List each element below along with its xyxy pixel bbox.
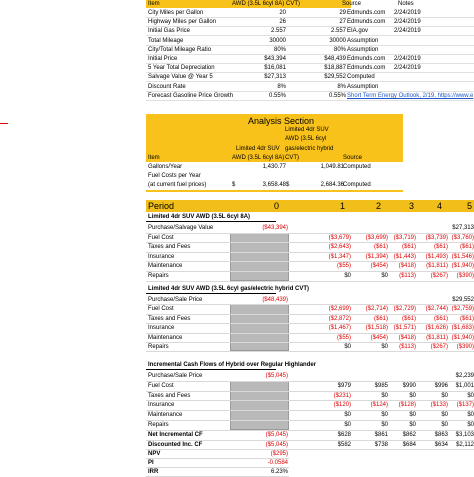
hybrid-row-cell-period-5: ($61): [459, 315, 474, 322]
top-row-source: Edmunds.com: [347, 10, 386, 16]
incr-summary-value: ($295): [270, 451, 288, 458]
hybrid-row-cell-period-4: ($1,626): [425, 325, 448, 332]
hybrid-row-cell-period-2: ($2,714): [365, 306, 388, 313]
incr-title-line: [146, 369, 276, 370]
top-row-value-b: 27: [339, 19, 346, 26]
hybrid-row: [146, 342, 474, 352]
top-row-note: 2/24/2019: [394, 10, 421, 16]
top-row-label: Salvage Value @ Year 5: [148, 74, 213, 81]
analysis-col-b-line-3: gas/electric hybrid: [285, 146, 334, 152]
period-col: 2: [376, 201, 382, 211]
hybrid-row-label: Taxes and Fees: [148, 315, 191, 322]
suv-row-cell-period-3: ($61): [401, 244, 416, 251]
incr-row-cell-period-3: ($128): [398, 402, 416, 409]
top-row-note: 2/24/2019: [394, 19, 421, 26]
hybrid-row-cell-period-3: ($113): [399, 344, 416, 350]
suv-row-cell-period-3: ($113): [399, 273, 416, 279]
top-header-col-b: CVT): [286, 1, 300, 7]
incr-row-cell-period-3: $862: [402, 431, 416, 438]
incr-row-label: Fuel Cost: [148, 382, 174, 389]
top-row-label: City/Total Mileage Ratio: [148, 46, 212, 53]
incr-row-cell-period-4: $0: [441, 392, 448, 399]
top-row-label: Discount Rate: [148, 83, 186, 90]
analysis-row: [146, 171, 403, 180]
red-marker: [0, 123, 8, 124]
incr-row-label: Discounted Inc. CF: [148, 441, 203, 448]
top-row-label: 5 Year Total Depreciation: [148, 65, 215, 72]
top-row-source: Assumption: [347, 37, 379, 44]
hybrid-row-cell-period-5: ($1,683): [451, 325, 474, 332]
incr-row-cell-period-5: ($137): [456, 402, 474, 409]
incr-title: Incremental Cash Flows of Hybrid over Regular Highlander: [148, 362, 317, 368]
hybrid-row-cell-period-2: $0: [381, 344, 388, 350]
suv-row-cell-period-5: ($390): [456, 273, 474, 279]
incr-row-label: Repairs: [148, 422, 169, 428]
suv-row-cell-period-1: ($2,643): [328, 244, 351, 251]
suv-row-cell-period-2: ($1,394): [365, 253, 388, 260]
top-row-label: Highway Miles per Gallon: [148, 19, 217, 26]
hybrid-row-cell-period-5: ($2,759): [451, 306, 474, 313]
top-row-source: EIA.gov: [347, 28, 369, 35]
hybrid-row-cell-period-1: $0: [344, 344, 351, 350]
top-row-label: Total Mileage: [148, 37, 184, 44]
analysis-row-b: 2,684.36: [320, 182, 344, 188]
top-row-value-a: $43,394: [264, 56, 286, 62]
hybrid-row-cell-period-4: ($2,744): [425, 306, 448, 313]
top-row-value-a: 30000: [269, 37, 286, 44]
incr-row-cell-period-4: $634: [434, 441, 448, 448]
analysis-item-label: Item: [148, 155, 160, 161]
analysis-col-b-line-1: Limited 4dr SUV: [285, 127, 329, 133]
suv-row-cell-period-1: ($3,679): [328, 234, 351, 241]
top-row-value-a: $27,313: [264, 74, 286, 81]
suv-row-label: Maintenance: [148, 263, 183, 270]
period-col: 4: [437, 201, 443, 211]
incr-row-cell-period-3: $684: [402, 441, 416, 448]
top-row-note: 2/24/2019: [394, 28, 421, 35]
top-row-value-a: 20: [279, 10, 286, 16]
suv-row-cell-period-3: ($1,443): [393, 253, 416, 260]
top-row-value-a: 2.557: [270, 28, 286, 35]
suv-row-label: Purchase/Salvage Value: [148, 225, 214, 231]
analysis-row-label: Gallons/Year: [148, 164, 183, 170]
suv-row-cell-period-1: ($55): [336, 263, 351, 270]
suv-row-cell-period-2: ($3,699): [365, 234, 388, 241]
hybrid-row-cell-period-3: ($418): [398, 334, 416, 341]
analysis-row-label: (at current fuel prices): [148, 182, 207, 188]
suv-row-cell-period-4: ($1,811): [426, 263, 448, 270]
top-row-value-a: 0.55%: [268, 92, 286, 99]
top-row-value-b: $18,887: [324, 65, 346, 72]
hybrid-row-cell-period-3: ($61): [401, 315, 416, 322]
hybrid-row-cell-period-2: ($1,518): [365, 325, 388, 332]
hybrid-row-cell-period-5: $29,552: [452, 297, 474, 303]
hybrid-row-cell-period-1: ($2,872): [328, 315, 351, 322]
top-row-note: 2/24/2019: [394, 56, 421, 62]
analysis-row-b: 1,049.81: [320, 164, 344, 170]
incr-row-cell-period-3: $990: [402, 382, 416, 389]
top-row-label: City Miles per Gallon: [148, 10, 204, 16]
top-row-label: Initial Price: [148, 56, 178, 62]
suv-row-cell-period-5: ($1,940): [451, 263, 474, 270]
analysis-row-currency-a: $: [232, 182, 236, 188]
top-row-source: Assumption: [347, 46, 379, 53]
top-row-source[interactable]: Short Term Energy Outlook, 2/19, https://www.e: [347, 92, 474, 99]
top-row-value-b: 30000: [329, 37, 346, 44]
analysis-row-source: Computed: [343, 182, 371, 188]
top-row-label: Initial Gas Price: [148, 28, 191, 35]
incr-row-cell-period-2: $0: [381, 392, 388, 399]
incr-row-cell-period-5: $3,103: [455, 431, 474, 438]
hybrid-row-label: Fuel Cost: [148, 306, 174, 313]
top-row-label: Forecast Gasoline Price Growth: [148, 92, 234, 99]
period-col: 5: [467, 201, 473, 211]
top-row-value-b: 2.557: [330, 28, 346, 35]
hybrid-row-cell-period-4: ($61): [433, 315, 448, 322]
incr-row-cell-period-5: $2,239: [455, 373, 474, 379]
incr-row-cell-period-1: $979: [337, 382, 351, 389]
incr-row-cell-period-5: $1,001: [455, 382, 474, 389]
top-row-source: Assumption: [347, 83, 379, 90]
hybrid-row-cell-period-1: ($55): [336, 334, 351, 341]
period-bar: [146, 200, 474, 212]
period-col: 0: [274, 201, 280, 211]
top-header-source: Source: [342, 1, 362, 7]
top-row-value-a: 80%: [273, 46, 286, 53]
analysis-col-b-line-4: CVT): [285, 155, 299, 161]
top-header-notes: Notes: [398, 1, 414, 7]
top-row-value-a: 8%: [277, 83, 286, 90]
incr-row-cell-period-0: ($5,045): [265, 373, 288, 379]
analysis-row-source: Computed: [343, 164, 371, 170]
incr-row-cell-period-5: $0: [467, 422, 474, 428]
top-row-value-b: 80%: [333, 46, 346, 53]
analysis-source-label: Source: [343, 155, 363, 161]
incr-summary-value: 6.23%: [270, 469, 288, 476]
incr-row-cell-period-1: ($120): [333, 402, 351, 409]
incr-row-cell-period-3: $0: [409, 412, 416, 419]
incr-row-cell-period-4: $863: [434, 431, 448, 438]
hybrid-title: Limited 4dr SUV AWD (3.5L 6cyl gas/electric hybrid CVT): [148, 286, 310, 292]
suv-title-line: [146, 221, 276, 222]
hybrid-row-label: Purchase/Sale Price: [148, 297, 203, 303]
analysis-row-a: 1,430.77: [262, 164, 286, 170]
incr-row-cell-period-1: $0: [344, 422, 351, 428]
incr-row-cell-period-2: $861: [374, 431, 388, 438]
suv-row-label: Insurance: [148, 253, 175, 260]
top-row-value-a: $16,081: [264, 65, 286, 72]
incr-row-cell-period-4: $0: [441, 422, 448, 428]
analysis-row-a: 3,658.48: [262, 182, 286, 188]
hybrid-row-label: Repairs: [148, 344, 169, 350]
incr-row-cell-period-4: ($133): [430, 402, 448, 409]
hybrid-row-cell-period-4: ($267): [430, 344, 448, 350]
incr-row-label: Taxes and Fees: [148, 392, 191, 399]
suv-row-cell-period-3: ($3,719): [393, 234, 416, 241]
incr-row-cell-period-1: $628: [337, 431, 351, 438]
suv-row-cell-period-4: ($3,739): [425, 234, 448, 241]
incr-row-cell-period-4: $0: [441, 412, 448, 419]
suv-row-cell-period-2: ($61): [373, 244, 388, 251]
top-row-value-b: $48,439: [324, 56, 346, 62]
suv-row-cell-period-5: $27,313: [452, 225, 474, 231]
incr-row-label: Insurance: [148, 402, 175, 409]
incr-row-cell-period-5: $2,112: [456, 441, 474, 448]
period-col: 3: [409, 201, 415, 211]
suv-row-cell-period-2: ($454): [370, 263, 388, 270]
suv-title: Limited 4dr SUV AWD (3.5L 6cyl 8A): [148, 214, 251, 220]
incr-summary-label: PI: [148, 460, 154, 467]
top-row-value-b: 0.55%: [328, 92, 346, 99]
analysis-row: [146, 180, 403, 190]
analysis-col-b-line-2: AWD (3.5L 6cyl: [285, 136, 327, 142]
analysis-col-a-line-1: Limited 4dr SUV: [236, 146, 280, 152]
period-label: Period: [148, 201, 175, 211]
hybrid-row-cell-period-3: ($2,729): [393, 306, 416, 313]
top-header-row: [146, 0, 474, 8]
incr-row-cell-period-1: $582: [337, 441, 351, 448]
incr-row-label: Purchase/Sale Price: [148, 373, 203, 379]
suv-row-cell-period-0: ($43,394): [262, 225, 288, 231]
analysis-row-label: Fuel Costs per Year: [148, 173, 201, 179]
analysis-title: Analysis Section: [248, 116, 315, 126]
incr-row-cell-period-3: $0: [409, 422, 416, 428]
incr-row-cell-period-1: ($231): [333, 392, 351, 399]
hybrid-row-cell-period-1: ($1,467): [328, 325, 351, 332]
top-header-col-a: AWD (3.5L 6cyl 8A): [232, 1, 285, 7]
suv-row-label: Repairs: [148, 273, 169, 279]
suv-row-cell-period-1: ($1,347): [328, 253, 351, 260]
top-row-value-b: 29: [339, 10, 346, 16]
suv-row-label: Fuel Cost: [148, 234, 174, 241]
hybrid-row-cell-period-4: ($1,811): [426, 334, 448, 341]
top-row-note: 2/24/2019: [394, 65, 421, 72]
suv-row: [146, 271, 474, 282]
suv-row-cell-period-4: ($267): [430, 273, 448, 279]
suv-row-cell-period-1: $0: [344, 273, 351, 279]
incr-row-cell-period-5: $0: [467, 392, 474, 399]
incr-row-cell-period-5: $0: [467, 412, 474, 419]
analysis-table: [146, 162, 403, 192]
suv-row-cell-period-4: ($1,493): [425, 253, 448, 260]
incr-row-cell-period-0: ($5,045): [265, 431, 288, 438]
suv-row-cell-period-5: ($1,546): [451, 253, 474, 260]
incr-summary-label: IRR: [148, 469, 159, 476]
top-row: [146, 91, 474, 101]
hybrid-row-cell-period-2: ($61): [373, 315, 388, 322]
incr-summary-row: [146, 467, 289, 477]
top-header-item: Item: [148, 1, 160, 7]
analysis-row-currency-b: $: [286, 182, 290, 188]
incr-row-label: Maintenance: [148, 412, 183, 419]
suv-row-label: Taxes and Fees: [148, 244, 191, 251]
top-row-value-a: 26: [279, 19, 286, 26]
hybrid-row-label: Insurance: [148, 325, 175, 332]
hybrid-title-line: [146, 293, 276, 294]
incr-row-cell-period-1: $0: [344, 412, 351, 419]
incr-row-cell-period-2: $985: [374, 382, 388, 389]
top-row-source: Edmunds.com: [347, 65, 386, 72]
analysis-row: [146, 162, 403, 171]
hybrid-row-cell-period-0: ($48,439): [262, 297, 288, 303]
incr-row-cell-period-3: $0: [409, 392, 416, 399]
analysis-col-a-line-2: AWD (3.5L 6cyl 8A): [232, 155, 285, 161]
incr-row-cell-period-2: $0: [381, 412, 388, 419]
suv-row-cell-period-3: ($418): [398, 263, 416, 270]
incr-row-cell-period-2: $738: [374, 441, 388, 448]
hybrid-row-cell-period-1: ($2,699): [328, 306, 351, 313]
period-col: 1: [340, 201, 346, 211]
suv-row-cell-period-5: ($61): [459, 244, 474, 251]
incr-summary-value: -0.0584: [267, 460, 288, 467]
incr-summary-label: NPV: [148, 451, 161, 458]
top-row-source: Computed: [347, 74, 375, 81]
top-row-source: Edmunds.com: [347, 56, 386, 62]
suv-row-cell-period-2: $0: [381, 273, 388, 279]
suv-row-cell-period-5: ($3,760): [451, 234, 474, 241]
top-row-source: Edmunds.com: [347, 19, 386, 26]
top-row-value-b: 8%: [337, 83, 346, 90]
incr-row-cell-period-2: $0: [381, 422, 388, 428]
hybrid-row-cell-period-3: ($1,571): [393, 325, 416, 332]
hybrid-row-label: Maintenance: [148, 334, 183, 341]
incr-row-label: Net Incremental CF: [148, 431, 203, 438]
suv-row-cell-period-4: ($61): [433, 244, 448, 251]
hybrid-row-cell-period-5: ($1,940): [451, 334, 474, 341]
incr-row-cell-period-4: $996: [434, 382, 448, 389]
incr-row-cell-period-2: ($124): [370, 402, 388, 409]
incr-row-cell-period-0: ($5,045): [265, 441, 288, 448]
top-row-value-b: $29,552: [324, 74, 346, 81]
hybrid-row-cell-period-2: ($454): [370, 334, 388, 341]
hybrid-row-cell-period-5: ($390): [456, 344, 474, 350]
